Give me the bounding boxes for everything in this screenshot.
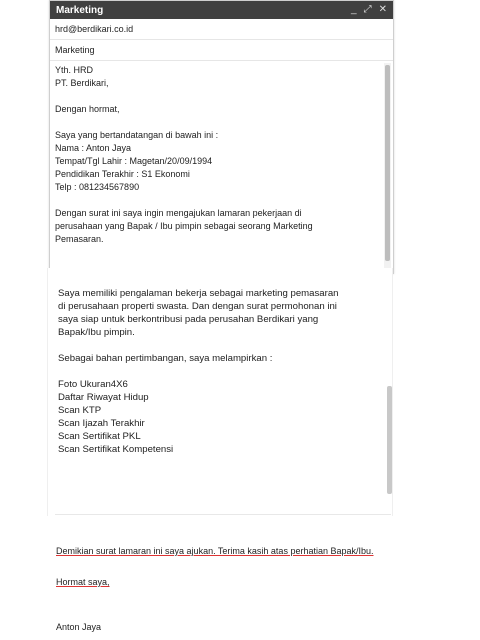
letter-middle-line xyxy=(58,364,378,377)
letter-top-line xyxy=(55,90,381,103)
closing-regards: Hormat saya, xyxy=(56,577,110,587)
letter-middle-line: Bapak/Ibu pimpin. xyxy=(58,327,135,338)
letter-top-line: Pendidikan Terakhir : S1 Ekonomi xyxy=(55,169,190,179)
letter-top-line: Pemasaran. xyxy=(55,234,104,244)
message-body-top[interactable] xyxy=(55,64,381,246)
compose-window xyxy=(49,0,394,274)
letter-middle-line: Daftar Riwayat Hidup xyxy=(58,392,149,403)
to-field[interactable]: hrd@berdikari.co.id xyxy=(50,19,393,40)
minimize-icon[interactable]: _ xyxy=(351,4,357,15)
letter-middle-line: Saya memiliki pengalaman bekerja sebagai marketing pemasaran xyxy=(58,288,339,299)
letter-middle-line: Foto Ukuran4X6 xyxy=(58,379,128,390)
letter-middle-line: Scan KTP xyxy=(58,405,102,416)
scrollbar-thumb[interactable] xyxy=(385,65,390,261)
letter-middle-line: Scan Ijazah Terakhir xyxy=(58,418,145,429)
letter-middle-line: di perusahaan properti swasta. Dan dengan surat permohonan ini xyxy=(58,301,337,312)
letter-top-line: Saya yang bertandatangan di bawah ini : xyxy=(55,130,219,140)
letter-top-line xyxy=(55,116,381,129)
message-body-middle[interactable] xyxy=(58,286,378,455)
closing-thanks: Demikian surat lamaran ini saya ajukan. Terima kasih atas perhatian Bapak/Ibu. xyxy=(56,546,374,556)
letter-middle-line: Scan Sertifikat Kompetensi xyxy=(58,444,174,455)
letter-top-line: Dengan surat ini saya ingin mengajukan lamaran pekerjaan di xyxy=(55,208,302,218)
scrollbar-track[interactable] xyxy=(384,63,391,271)
window-title: Marketing xyxy=(56,4,104,16)
window-controls xyxy=(351,5,387,15)
divider xyxy=(55,514,391,515)
signature-name: Anton Jaya xyxy=(56,622,102,632)
letter-top-line: Yth. HRD xyxy=(55,65,94,75)
expand-icon[interactable]: ⤢ xyxy=(363,4,372,15)
letter-middle-line: Scan Sertifikat PKL xyxy=(58,431,141,442)
letter-top-line: Tempat/Tgl Lahir : Magetan/20/09/1994 xyxy=(55,156,213,166)
message-body-middle-panel xyxy=(47,268,393,516)
letter-top-line: PT. Berdikari, xyxy=(55,78,109,88)
letter-middle-line xyxy=(58,338,378,351)
scrollbar-thumb-middle[interactable] xyxy=(387,386,392,494)
letter-top-line: Telp : 081234567890 xyxy=(55,182,140,192)
letter-top-line: Nama : Anton Jaya xyxy=(55,143,132,153)
letter-top-line xyxy=(55,194,381,207)
subject-field[interactable]: Marketing xyxy=(50,40,393,61)
letter-top-line: Dengan hormat, xyxy=(55,104,120,114)
letter-top-line: perusahaan yang Bapak / Ibu pimpin sebagai seorang Marketing xyxy=(55,221,313,231)
title-bar xyxy=(50,1,393,19)
close-icon[interactable]: ✕ xyxy=(378,4,387,15)
letter-middle-line: Sebagai bahan pertimbangan, saya melampirkan : xyxy=(58,353,273,364)
letter-middle-line: saya siap untuk berkontribusi pada perusahan Berdikari yang xyxy=(58,314,319,325)
